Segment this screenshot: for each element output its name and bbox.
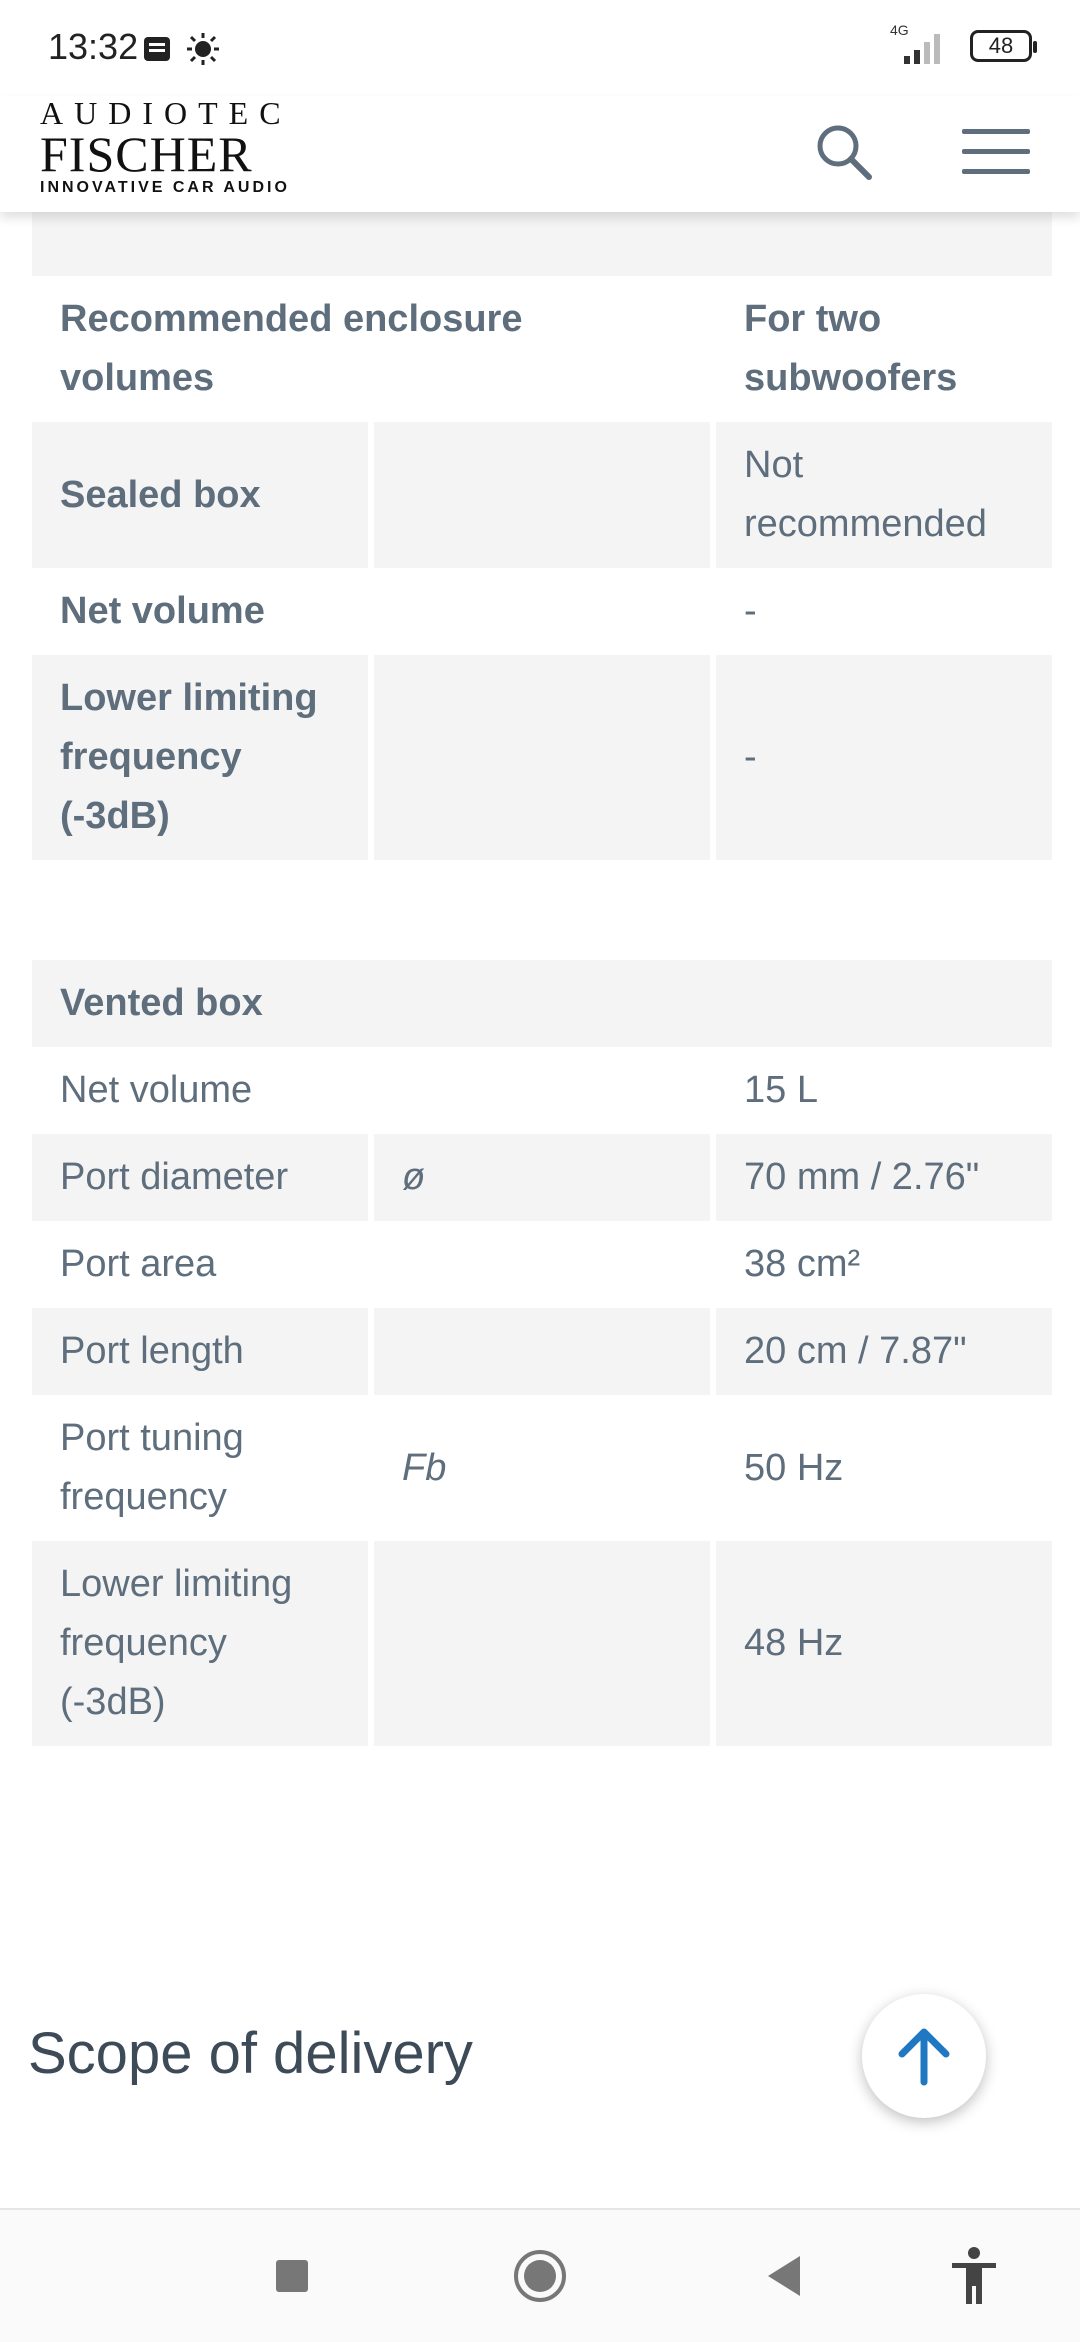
row-value: 70 mm / 2.76" bbox=[716, 1134, 1052, 1221]
back-button[interactable] bbox=[746, 2238, 822, 2314]
table-row bbox=[32, 1541, 1052, 1746]
logo-line2: FISCHER bbox=[40, 126, 253, 182]
product-specs bbox=[32, 212, 1050, 1746]
logo-line1: AUDIOTEC bbox=[40, 95, 292, 131]
search-button[interactable] bbox=[804, 116, 884, 188]
vented-header-row bbox=[32, 960, 1052, 1047]
row-label: Port diameter bbox=[32, 1134, 368, 1221]
arrow-up-icon bbox=[896, 2026, 952, 2086]
site-header bbox=[0, 96, 1080, 212]
table-row bbox=[32, 1308, 1052, 1395]
table-row bbox=[32, 1134, 1052, 1221]
row-value: 15 L bbox=[744, 1069, 818, 1111]
row-value: 20 cm / 7.87" bbox=[716, 1308, 1052, 1395]
menu-button[interactable] bbox=[956, 116, 1036, 188]
notification-icon bbox=[142, 34, 172, 64]
status-bar bbox=[0, 0, 1080, 96]
row-label: Port area bbox=[60, 1243, 217, 1285]
scope-of-delivery-heading: Scope of delivery bbox=[28, 2021, 473, 2086]
hamburger-menu-icon bbox=[962, 127, 1030, 177]
table-row bbox=[32, 1395, 1052, 1541]
brand-logo[interactable] bbox=[40, 96, 292, 198]
accessibility-button[interactable] bbox=[936, 2238, 1012, 2314]
table-row bbox=[32, 1221, 1052, 1308]
row-symbol: Fb bbox=[402, 1446, 447, 1489]
accessibility-icon bbox=[948, 2246, 1000, 2306]
vented-box-label: Vented box bbox=[32, 960, 1052, 1047]
sealed-box-value: Not recommended bbox=[716, 422, 1052, 568]
sealed-lower-limit-value: - bbox=[716, 655, 1052, 860]
row-value: 50 Hz bbox=[744, 1446, 844, 1489]
scroll-to-top-button[interactable] bbox=[862, 1994, 986, 2118]
row-label: Net volume bbox=[60, 1069, 253, 1111]
search-icon bbox=[813, 121, 875, 183]
table-row bbox=[32, 1047, 1052, 1134]
row-label: Port tuning frequency bbox=[60, 1417, 244, 1518]
system-nav-bar bbox=[0, 2208, 1080, 2342]
sealed-lower-limit-label: Lower limiting frequency (-3dB) bbox=[32, 655, 368, 860]
home-button[interactable] bbox=[502, 2238, 578, 2314]
square-icon bbox=[274, 2258, 310, 2294]
table-row bbox=[32, 655, 1052, 860]
row-label: Lower limiting frequency (-3dB) bbox=[32, 1541, 368, 1746]
signal-icon bbox=[882, 22, 954, 66]
logo-line3: INNOVATIVE CAR AUDIO bbox=[40, 179, 290, 196]
table-top-spacer bbox=[32, 212, 1052, 276]
home-circle-icon bbox=[512, 2248, 568, 2304]
sealed-net-volume-value: - bbox=[744, 590, 757, 632]
row-label: Port length bbox=[32, 1308, 368, 1395]
sealed-net-volume-label: Net volume bbox=[60, 590, 265, 632]
row-value: 38 cm² bbox=[744, 1243, 861, 1285]
battery-level: 48 bbox=[988, 33, 1014, 58]
table-row bbox=[32, 422, 1052, 568]
row-value: 48 Hz bbox=[716, 1541, 1052, 1746]
enclosure-heading: Recommended enclosure volumes bbox=[60, 298, 523, 399]
brightness-icon bbox=[186, 32, 220, 66]
table-row bbox=[32, 568, 1052, 655]
vented-box-table bbox=[26, 960, 1058, 1746]
enclosure-table bbox=[26, 212, 1058, 860]
status-time: 13:32 bbox=[48, 26, 139, 67]
row-symbol: ø bbox=[374, 1134, 710, 1221]
sealed-box-label: Sealed box bbox=[32, 422, 368, 568]
table-header-row bbox=[32, 276, 1052, 422]
battery-icon bbox=[970, 30, 1032, 62]
network-type: 4G bbox=[890, 22, 909, 38]
recents-button[interactable] bbox=[254, 2238, 330, 2314]
column-header: For two subwoofers bbox=[744, 298, 958, 399]
back-triangle-icon bbox=[764, 2254, 804, 2298]
